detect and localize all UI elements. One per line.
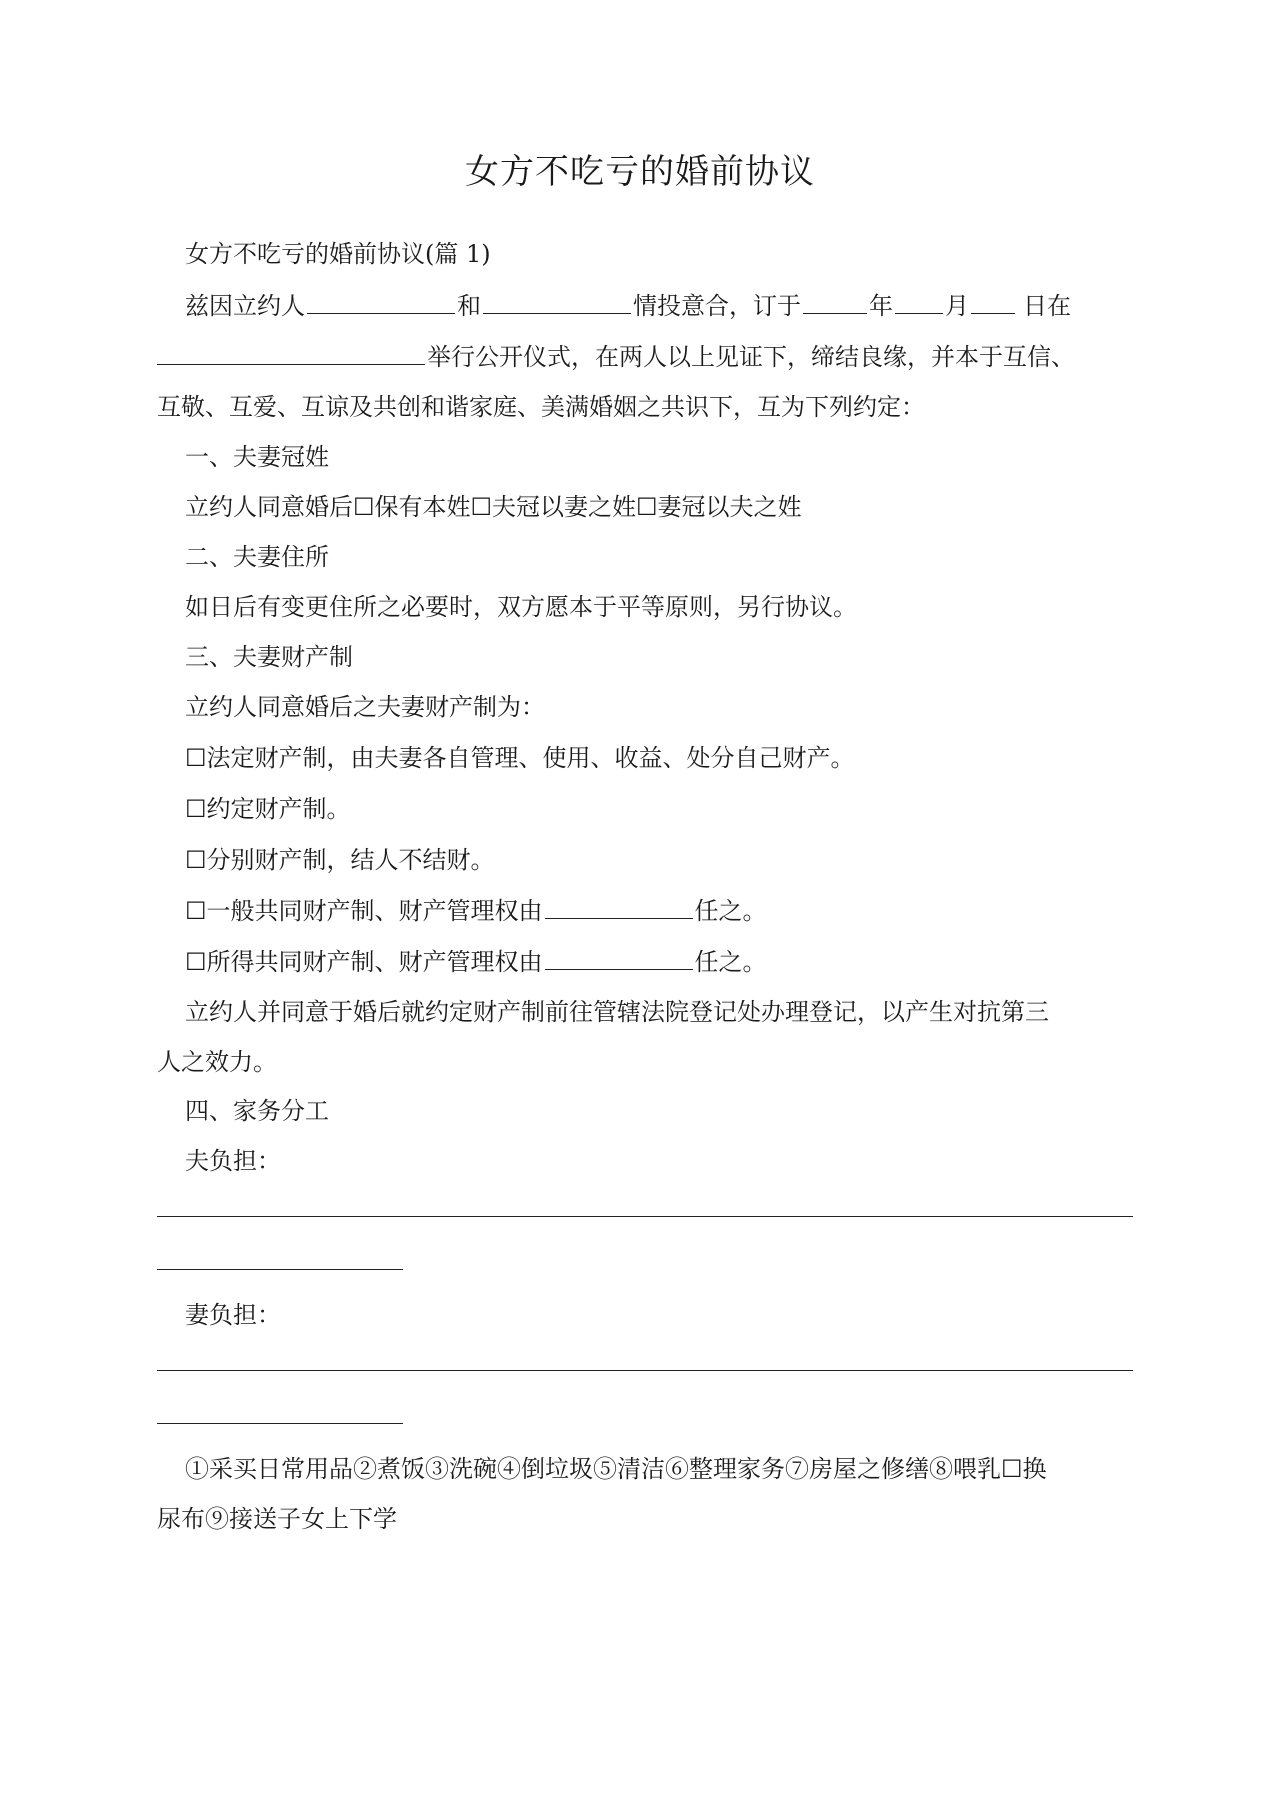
- wife-duties-line-2[interactable]: [157, 1423, 403, 1424]
- option-agreed-property: ☐约定财产制。: [185, 795, 351, 823]
- section-3-lead: 立约人同意婚后之夫妻财产制为：: [185, 693, 545, 721]
- intro-line-2: [157, 339, 1137, 374]
- registration-note-1: 立约人并同意于婚后就约定财产制前往管辖法院登记处办理登记，以产生对抗第三: [185, 998, 1049, 1026]
- section-2-heading: 二、夫妻住所: [185, 543, 329, 571]
- document-title: 女方不吃亏的婚前协议: [465, 152, 815, 192]
- option-separate-property: ☐分别财产制，结人不结财。: [185, 846, 495, 874]
- intro-line-3: 互敬、互爱、互谅及共创和谐家庭、美满婚姻之共识下，互为下列约定：: [157, 393, 925, 421]
- intro-text: 兹因立约人: [185, 292, 305, 320]
- option-income-community: [157, 944, 1165, 979]
- section-1-text: 立约人同意婚后☐保有本姓☐夫冠以妻之姓☐妻冠以夫之姓: [185, 493, 802, 521]
- intro-text: 日在: [1023, 292, 1071, 320]
- wife-duties-line-1[interactable]: [157, 1370, 1133, 1371]
- party-b-blank[interactable]: [483, 288, 631, 314]
- chores-list-line-2: 尿布⑨接送子女上下学: [157, 1505, 397, 1533]
- registration-note-2: 人之效力。: [157, 1048, 277, 1076]
- husband-duties-label: 夫负担：: [185, 1147, 281, 1175]
- chores-list-line-1: ①采买日常用品②煮饭③洗碗④倒垃圾⑤清洁⑥整理家务⑦房屋之修缮⑧喂乳☐换: [185, 1455, 1047, 1483]
- option-text: 任之。: [694, 948, 767, 976]
- intro-text: 年: [869, 292, 893, 320]
- day-blank[interactable]: [971, 288, 1015, 314]
- intro-line-1: [157, 288, 1165, 323]
- option-text: ☐所得共同财产制、财产管理权由: [185, 948, 543, 976]
- section-1-heading: 一、夫妻冠姓: [185, 443, 329, 471]
- option-text: 任之。: [694, 897, 767, 925]
- wife-duties-label: 妻负担：: [185, 1301, 281, 1329]
- intro-text: 举行公开仪式，在两人以上见证下，缔结良缘，并本于互信、: [427, 343, 1075, 371]
- husband-duties-line-2[interactable]: [157, 1269, 403, 1270]
- section-4-heading: 四、家务分工: [185, 1097, 329, 1125]
- month-blank[interactable]: [895, 288, 943, 314]
- manager-blank-2[interactable]: [545, 944, 693, 970]
- husband-duties-line-1[interactable]: [157, 1216, 1133, 1217]
- intro-text: 情投意合，订于: [633, 292, 801, 320]
- option-general-community: [157, 893, 1165, 928]
- manager-blank-1[interactable]: [545, 893, 693, 919]
- year-blank[interactable]: [803, 288, 867, 314]
- intro-text: 月: [945, 292, 969, 320]
- venue-blank[interactable]: [157, 339, 425, 365]
- party-a-blank[interactable]: [307, 288, 455, 314]
- section-3-heading: 三、夫妻财产制: [185, 643, 353, 671]
- option-text: ☐一般共同财产制、财产管理权由: [185, 897, 543, 925]
- intro-text: 和: [457, 292, 481, 320]
- section-2-text: 如日后有变更住所之必要时，双方愿本于平等原则，另行协议。: [185, 593, 857, 621]
- option-statutory-property: ☐法定财产制，由夫妻各自管理、使用、收益、处分自己财产。: [185, 744, 855, 772]
- document-subtitle: 女方不吃亏的婚前协议(篇 1): [185, 240, 491, 268]
